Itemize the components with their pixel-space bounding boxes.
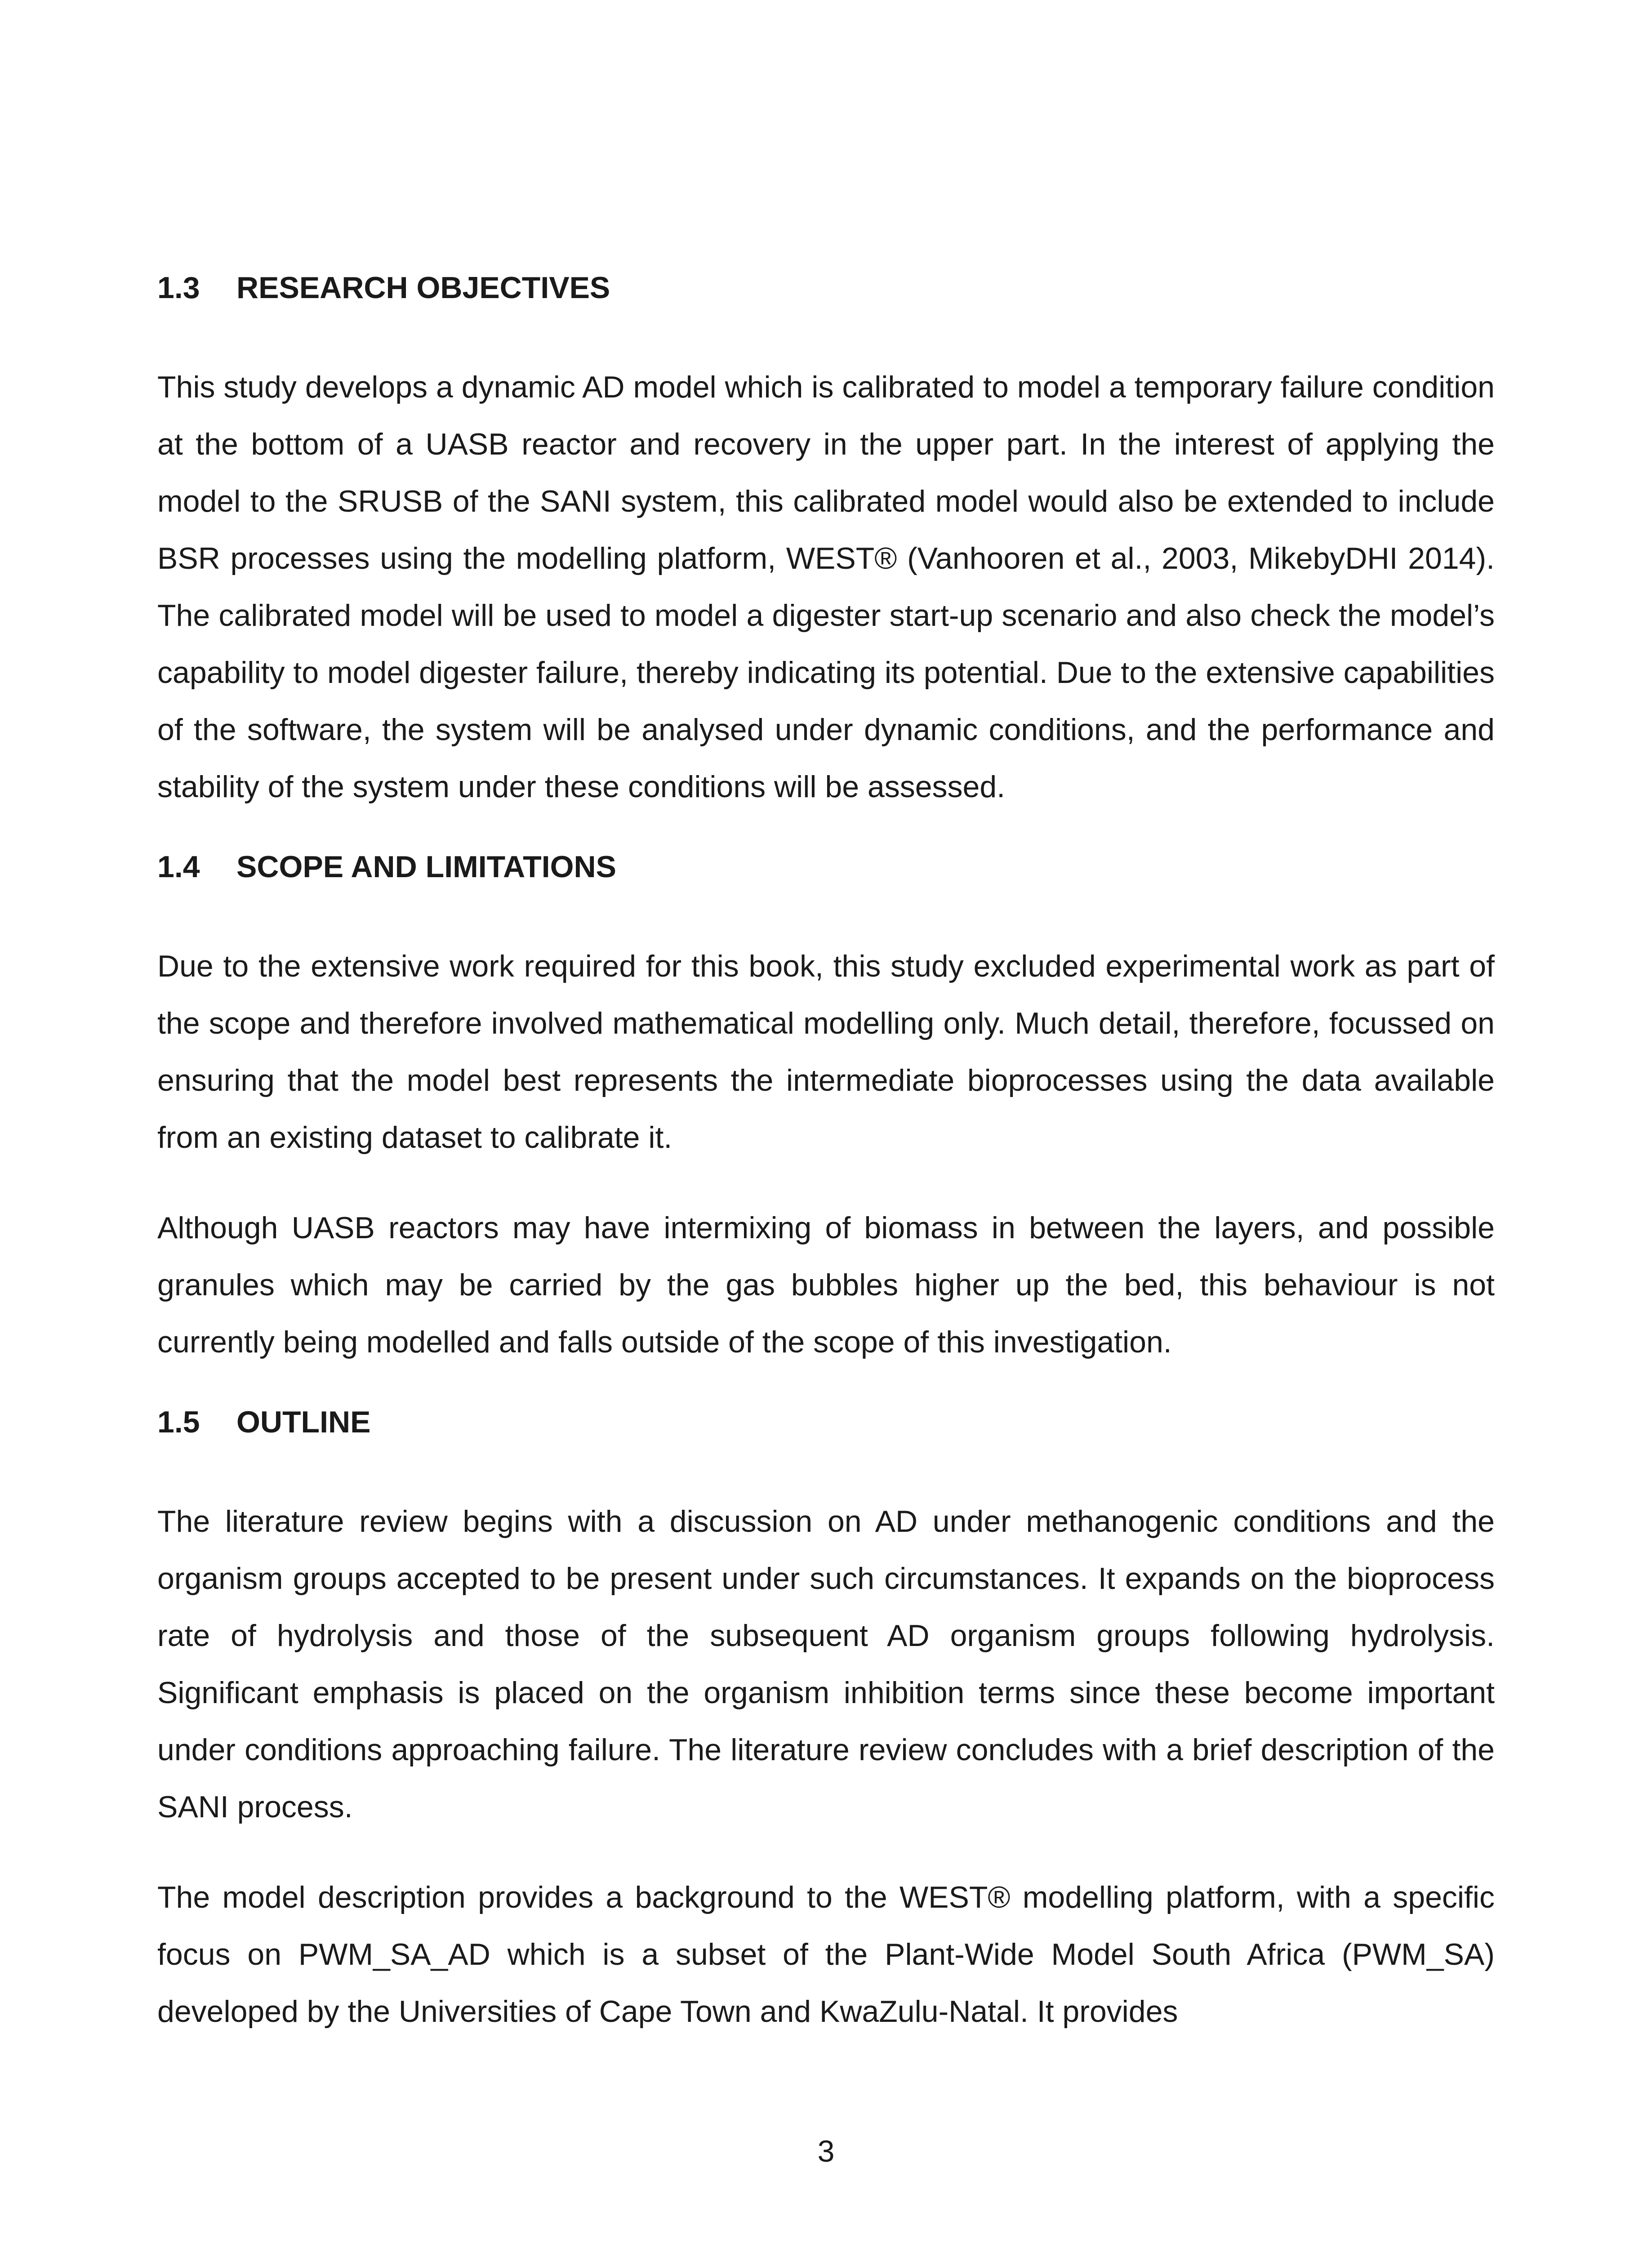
section-title: SCOPE AND LIMITATIONS bbox=[236, 850, 616, 884]
section-title: RESEARCH OBJECTIVES bbox=[236, 271, 610, 305]
page-content bbox=[157, 270, 1495, 2074]
paragraph: Due to the extensive work required for this book, this study excluded experimental work as part of the scope and therefore involved mathematical modelling only. Much detail, therefore, focussed on ensuring that the model best represents the intermediate bioprocesses using the data available from an existing dataset to calibrate it. bbox=[157, 949, 1495, 1155]
section-title: OUTLINE bbox=[236, 1405, 371, 1439]
section-scope-and-limitations bbox=[157, 849, 1495, 1371]
paragraph: This study develops a dynamic AD model which is calibrated to model a temporary failure condition at the bottom of a UASB reactor and recovery in the upper part. In the interest of applying the model to the SRUSB of the SANI system, this calibrated model would also be extended to include BSR processes using the modelling platform, WEST® (Vanhooren et al., 2003, MikebyDHI 2014). The calibrated model will be used to model a digester start-up scenario and also check the model’s capability to model digester failure, thereby indicating its potential. Due to the extensive capabilities of the software, the system will be analysed under dynamic conditions, and the performance and stability of the system under these conditions will be assessed. bbox=[157, 370, 1495, 804]
section-research-objectives bbox=[157, 270, 1495, 816]
page-number: 3 bbox=[817, 2134, 835, 2168]
section-number: 1.4 bbox=[157, 850, 200, 884]
section-heading bbox=[157, 270, 1495, 306]
section-number: 1.5 bbox=[157, 1405, 200, 1439]
section-heading bbox=[157, 849, 1495, 885]
section-number: 1.3 bbox=[157, 271, 200, 305]
paragraph: The literature review begins with a discussion on AD under methanogenic conditions and the organism groups accepted to be present under such circumstances. It expands on the bioprocess rate of hydrolysis and those of the subsequent AD organism groups following hydrolysis. Significant emphasis is placed on the organism inhibition terms since these become important under conditions approaching failure. The literature review concludes with a brief description of the SANI process. bbox=[157, 1504, 1495, 1824]
section-heading bbox=[157, 1404, 1495, 1440]
paragraph: Although UASB reactors may have intermixing of biomass in between the layers, and possible granules which may be carried by the gas bubbles higher up the bed, this behaviour is not currently being modelled and falls outside of the scope of this investigation. bbox=[157, 1211, 1495, 1359]
paragraph: The model description provides a background to the WEST® modelling platform, with a specific focus on PWM_SA_AD which is a subset of the Plant-Wide Model South Africa (PWM_SA) developed by the Universities of Cape Town and KwaZulu-Natal. It provides bbox=[157, 1880, 1495, 2029]
section-outline bbox=[157, 1404, 1495, 2040]
